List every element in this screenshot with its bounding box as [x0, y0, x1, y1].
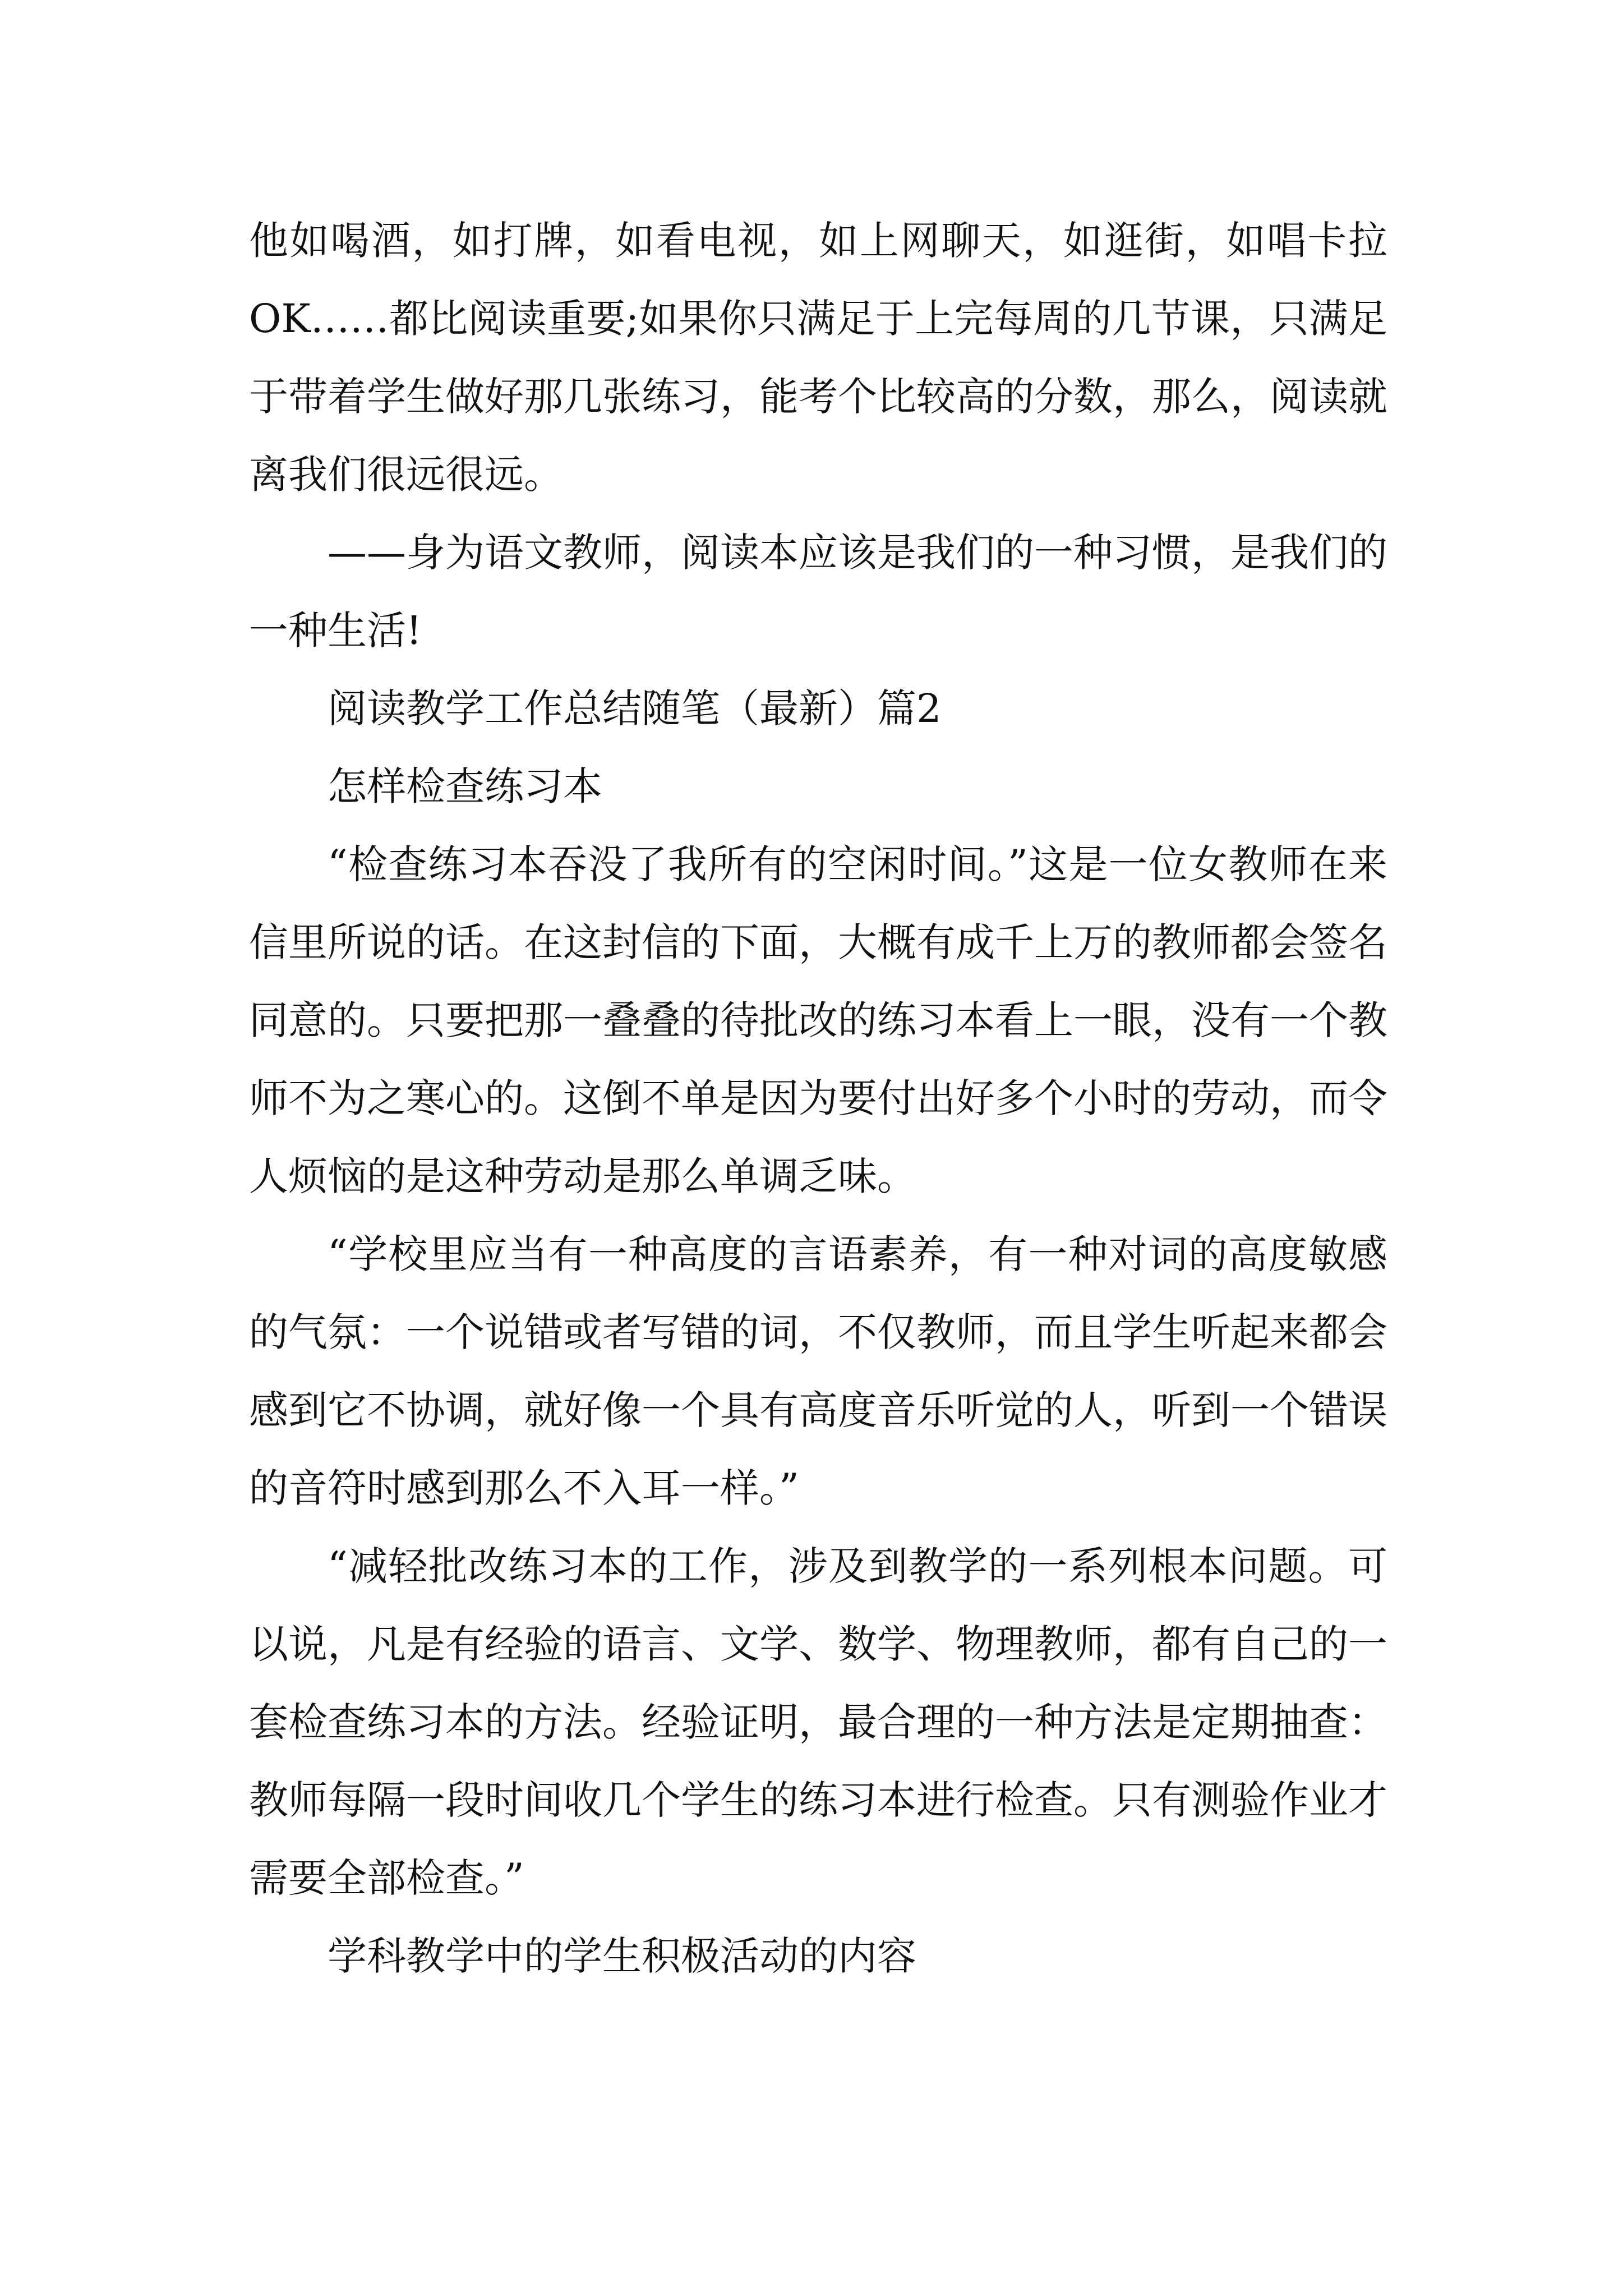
- document-body: [249, 202, 1387, 1995]
- paragraph-reading-habit: ——身为语文教师，阅读本应该是我们的一种习惯，是我们的一种生活!: [249, 530, 1387, 654]
- paragraph-continuation: 他如喝酒，如打牌，如看电视，如上网聊天，如逛街，如唱卡拉OK……都比阅读重要;如果你只满足于上完每周的几节课，只满足于带着学生做好那几张练习，能考个比较高的分数，那么，阅读就离我们很远很远。: [249, 218, 1387, 498]
- subsection-heading: 怎样检查练习本: [328, 763, 602, 809]
- subsection-heading-activities: 学科教学中的学生积极活动的内容: [328, 1933, 916, 1979]
- section-heading: 阅读教学工作总结随笔（最新）篇2: [328, 685, 942, 731]
- paragraph-quote-checking: “检查练习本吞没了我所有的空闲时间。”这是一位女教师在来信里所说的话。在这封信的下面，大概有成千上万的教师都会签名同意的。只要把那一叠叠的待批改的练习本看上一眼，没有一个教师不为之寒心的。这倒不单是因为要付出好多个小时的劳动，而令人烦恼的是这种劳动是那么单调乏味。: [249, 841, 1387, 1199]
- paragraph-quote-language: “学校里应当有一种高度的言语素养，有一种对词的高度敏感的气氛：一个说错或者写错的词，不仅教师，而且学生听起来都会感到它不协调，就好像一个具有高度音乐听觉的人，听到一个错误的音符时感到那么不入耳一样。”: [249, 1231, 1387, 1511]
- paragraph-quote-method: “减轻批改练习本的工作，涉及到教学的一系列根本问题。可以说，凡是有经验的语言、文学、数学、物理教师，都有自己的一套检查练习本的方法。经验证明，最合理的一种方法是定期抽查：教师每隔一段时间收几个学生的练习本进行检查。只有测验作业才需要全部检查。”: [249, 1543, 1387, 1901]
